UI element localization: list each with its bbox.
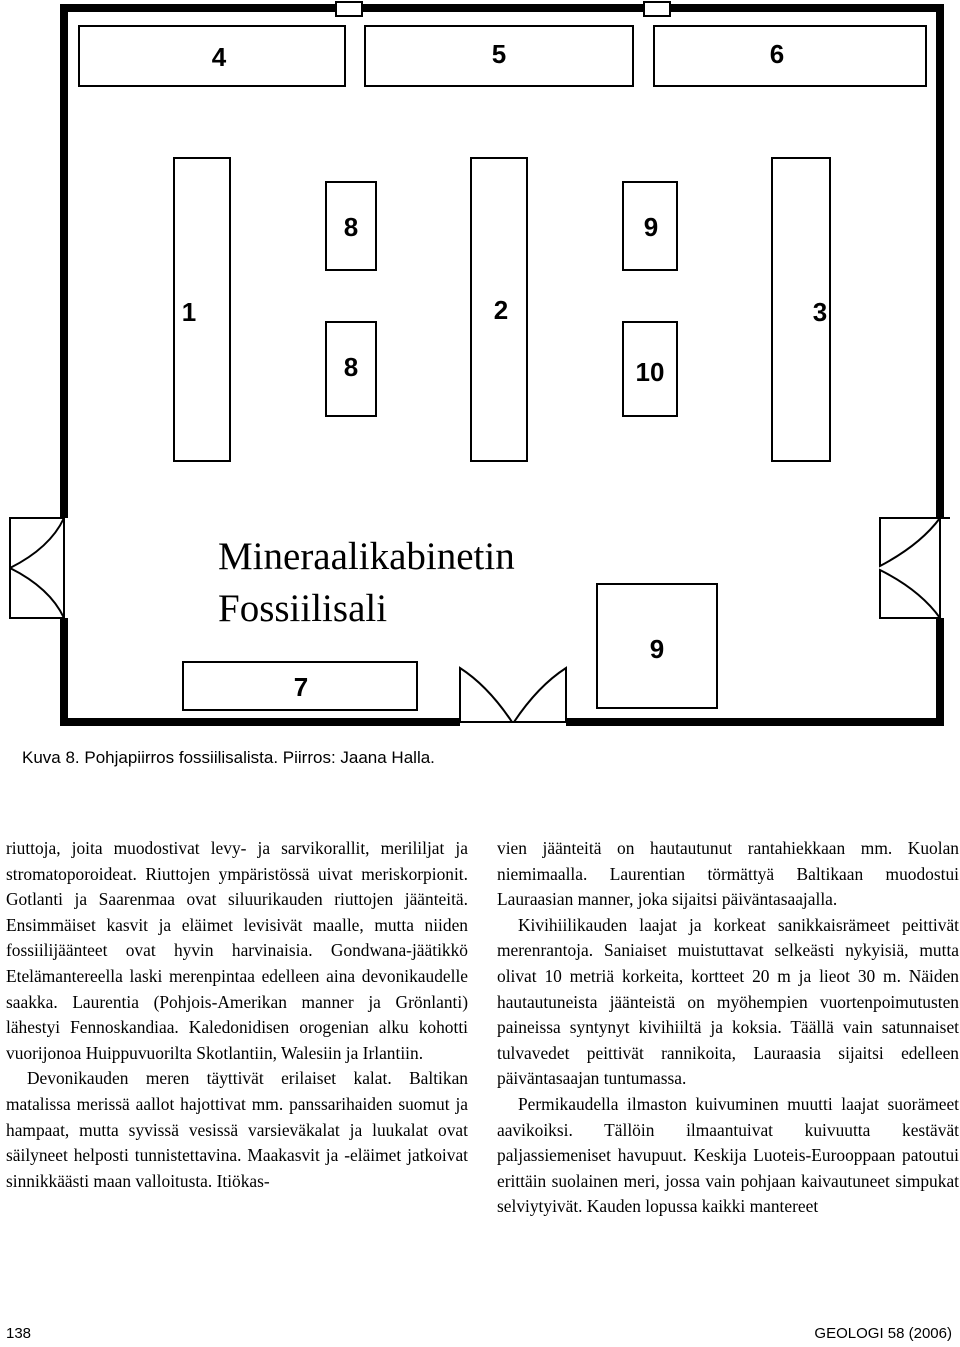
right-paragraph-3: Permikaudella ilmaston kuivuminen muutti laajat suorämeet aavikoiksi. Tällöin ilmaantuivat kuivuutta kestävät paljassiemeniset havupuut. Keskija Luoteis-Eurooppaan patoutui erittäin suolainen meri, jossa vain pohjaan kaivautuneet simpukat selviytyivät. Kauden lopussa kaikki mantereet [497, 1093, 959, 1217]
left-paragraph-1: riuttoja, joita muodostivat levy- ja sarvikorallit, merililjat ja stromatoporoideat. Riuttojen ympäristössä uivat meriskorpionit. Gotlanti ja Saarenmaa ovat siluurikauden riuttojen jäänteitä. Ensimmäiset kasvit ja eläimet levisivät maalle, mutta niiden fossiilijäänteet ovat hyvin harvinaisia. Gondwana-jäätikkö Etelämantereella laski merenpintaa edelleen aina devonikaudelle saakka. Laurentia (Pohjois-Amerikan manner ja Grönlanti) lähestyi Fennoskandiaa. Kaledonidisen orogenian alku kohotti vuorijonoa Huippuvuorilta Skotlantiin, Walesiin ja Irlantiin. [6, 838, 468, 1063]
wall-notch [644, 2, 670, 16]
case-9-bottom-label: 9 [649, 634, 665, 664]
wall-notch [336, 2, 362, 16]
right-paragraph-2: Kivihiilikauden laajat ja korkeat sanikkaisrämeet peittivät merenrantoja. Saniaiset muistuttavat selkeästi nykyisiä, mutta olivat 10 metriä korkeita, kortteet 20 m ja lieot 30 m. Näiden hautautuneista jäänteistä on myöhempien vuortenpoimutusten paineissa syntynyt kivihiiltä ja koksia. Täällä vain satunnaiset tulvavedet peittivät rannikoita, Lauraasia sijaitsi edelleen päiväntasaajan tuntumassa. [497, 914, 959, 1089]
bottom-door-icon [460, 668, 566, 730]
case-3-label: 3 [812, 297, 828, 327]
case-7-label: 7 [293, 672, 309, 702]
left-column [6, 836, 468, 1194]
figure-title-line1: Mineraalikabinetin [218, 535, 515, 578]
case-2-label: 2 [493, 295, 509, 325]
case-6-label: 6 [769, 39, 785, 69]
case-8-bottom-label: 8 [343, 352, 359, 382]
left-door-icon [10, 518, 72, 618]
right-column [497, 836, 959, 1220]
page-number: 138 [6, 1325, 32, 1342]
figure-caption: Kuva 8. Pohjapiirros fossiilisalista. Piirros: Jaana Halla. [22, 748, 435, 767]
left-paragraph-2: Devonikauden meren täyttivät erilaiset kalat. Baltikan matalissa merissä aallot hajottivat mm. panssarihaiden suomut ja hampaat, mutta syvissä vesissä varsieväkalat ja luukalat ovat säilyneet helposti tunnistettavina. Maakasvit ja -eläimet jatkoivat sinnikkäästi maan valloitusta. Itiökas- [6, 1068, 468, 1191]
case-5-label: 5 [491, 39, 507, 69]
case-10-label: 10 [635, 357, 665, 387]
case-4-label: 4 [211, 42, 227, 72]
right-paragraph-1: vien jäänteitä on hautautunut rantahiekkaan mm. Kuolan niemimaalla. Laurentian törmättyä Baltikaan muodostui Lauraasian manner, joka sijaitsi päiväntasaajalla. [497, 838, 959, 910]
publication-info: GEOLOGI 58 (2006) [814, 1325, 952, 1342]
case-1-label: 1 [181, 297, 197, 327]
figure-title-line2: Fossiilisali [218, 587, 388, 630]
case-8-top-label: 8 [343, 212, 359, 242]
outer-wall [64, 4, 940, 722]
case-6 [654, 26, 926, 86]
case-9-top-label: 9 [643, 212, 659, 242]
right-door-icon [880, 518, 950, 618]
